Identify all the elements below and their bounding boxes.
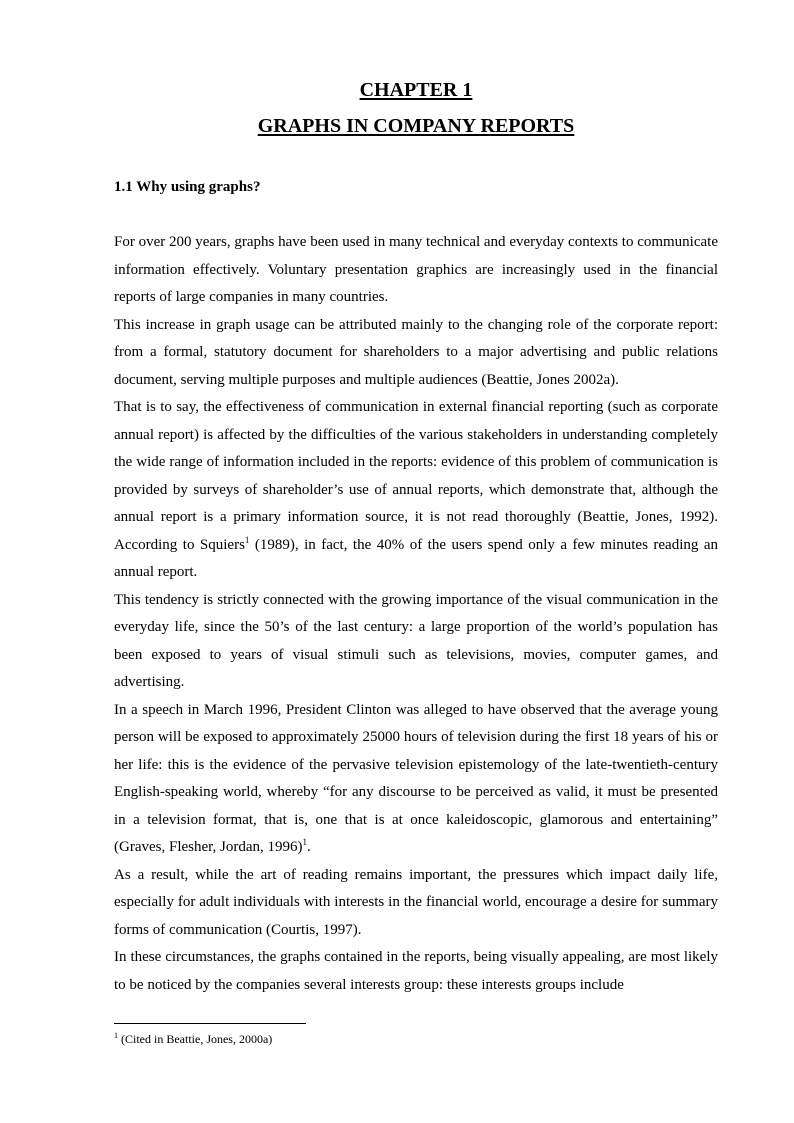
footnote-divider (114, 1023, 306, 1024)
chapter-number: CHAPTER 1 (359, 79, 473, 101)
paragraph-5-text-a: In a speech in March 1996, President Clinton was alleged to have observed that the average young person will be exposed to approximately 25000 hours of television during the first 18 years of his or her life: this is the evidence of the pervasive television epistemology of the late-twentieth-century English-speaking world, whereby “for any discourse to be perceived as valid, it must be presented in a television format, that is, one that is at once kaleidoscopic, glamorous and entertaining” (Graves, Flesher, Jordan, 1996) (114, 701, 718, 855)
footnote (114, 1031, 272, 1047)
paragraph-2: This increase in graph usage can be attributed mainly to the changing role of the corporate report: from a formal, statutory document for shareholders to a major advertising and public relations document, serving multiple purposes and multiple audiences (Beattie, Jones 2002a). (114, 316, 718, 388)
paragraph-5 (114, 697, 718, 862)
paragraph-6: As a result, while the art of reading remains important, the pressures which impact daily life, especially for adult individuals with interests in the financial world, encourage a desire for summary forms of communication (Courtis, 1997). (114, 866, 718, 938)
footnote-marker: 1 (114, 1031, 118, 1040)
section-heading: 1.1 Why using graphs? (114, 179, 261, 195)
footnote-text: (Cited in Beattie, Jones, 2000a) (121, 1032, 273, 1046)
paragraph-7: In these circumstances, the graphs contained in the reports, being visually appealing, are most likely to be noticed by the companies several interests group: these interests groups include (114, 949, 718, 993)
paragraph-1: For over 200 years, graphs have been used in many technical and everyday contexts to communicate information effectively. Voluntary presentation graphics are increasingly used in the financial reports of large companies in many countries. (114, 234, 718, 305)
footnote-reference: 1 (302, 837, 308, 847)
paragraph-3-text-a: That is to say, the effectiveness of communication in external financial reporting (such as corporate annual report) is affected by the difficulties of the various stakeholders in understanding completely the wide range of information included in the reports: evidence of this problem of communication is provided by surveys of shareholder’s use of annual reports, which demonstrate that, although the annual report is a primary information source, it is not read thoroughly (Beattie, Jones, 1992). According to Squiers (114, 399, 718, 553)
paragraph-3-text-b: (1989), in fact, the 40% of the users spend only a few minutes reading an annual report. (114, 536, 718, 580)
body-text (114, 229, 718, 999)
paragraph-4: This tendency is strictly connected with the growing importance of the visual communication in the everyday life, since the 50’s of the last century: a large proportion of the world’s population has been exposed to years of visual stimuli such as televisions, movies, computer games, and advertising. (114, 591, 718, 690)
footnote-reference: 1 (244, 534, 250, 545)
paragraph-3 (114, 394, 718, 587)
chapter-title: GRAPHS IN COMPANY REPORTS (257, 115, 575, 137)
paragraph-5-text-b: . (307, 839, 311, 855)
